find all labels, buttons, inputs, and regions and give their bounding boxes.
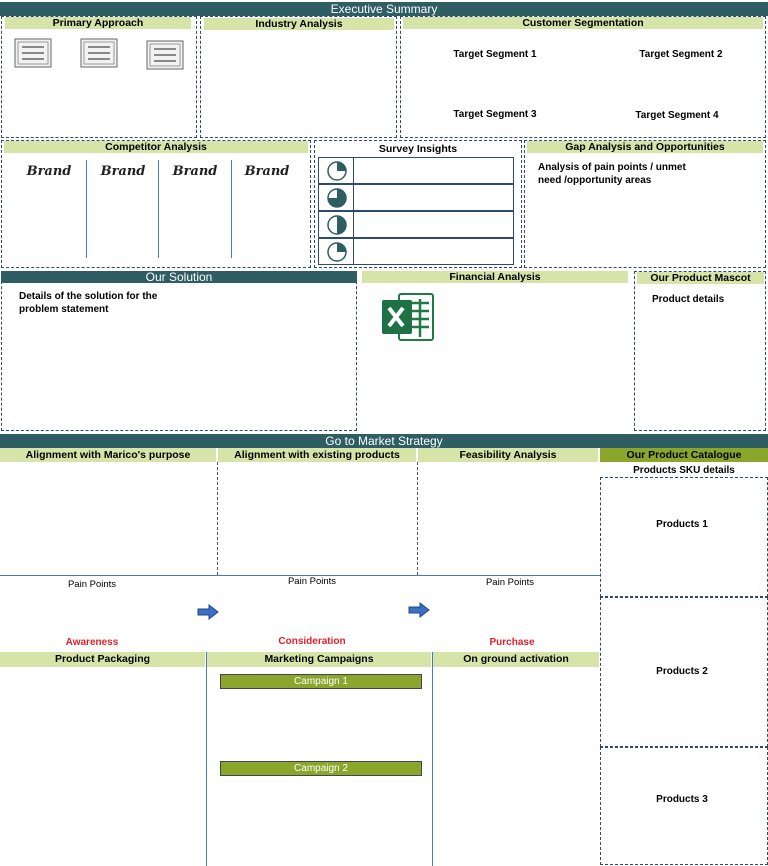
pie-chart-icon <box>319 239 355 266</box>
gap-analysis-title: Gap Analysis and Opportunities <box>565 141 725 153</box>
customer-segmentation-header <box>403 17 763 29</box>
gap-analysis-line-1: Analysis of pain points / unmet <box>538 162 686 173</box>
marketing-campaigns-title: Marketing Campaigns <box>264 653 374 665</box>
approach-icon-1 <box>14 38 52 68</box>
products-sku-details: Products SKU details <box>633 465 735 476</box>
survey-pie-cell <box>318 238 354 265</box>
mascot-details: Product details <box>652 294 725 305</box>
gtm-col-2-title: Alignment with existing products <box>234 449 400 461</box>
financial-analysis-title: Financial Analysis <box>449 271 541 283</box>
campaign-2-bar[interactable]: Campaign 2 <box>220 761 422 776</box>
target-segment-2: Target Segment 2 <box>639 49 723 60</box>
competitor-analysis-panel <box>1 140 311 268</box>
competitor-divider-1 <box>86 160 87 258</box>
primary-approach-title: Primary Approach <box>52 17 144 29</box>
financial-analysis-header <box>362 271 628 283</box>
gtm-col-divider-2 <box>417 462 418 575</box>
gtm-col-divider-1 <box>217 462 218 575</box>
campaign-1-bar[interactable]: Campaign 1 <box>220 674 422 689</box>
packaging-title: Product Packaging <box>54 653 151 665</box>
gtm-col-3-title: Feasibility Analysis <box>459 449 557 461</box>
survey-answer-cell <box>353 184 514 211</box>
our-solution-line-2: problem statement <box>19 304 109 315</box>
industry-analysis-panel <box>200 16 397 138</box>
primary-approach-header <box>5 17 191 29</box>
competitor-divider-3 <box>231 160 232 258</box>
product-1-label: Products 1 <box>656 519 708 530</box>
gap-analysis-text <box>538 161 758 187</box>
on-ground-header <box>433 652 599 667</box>
pie-chart-icon <box>319 185 355 212</box>
bottom-divider-2 <box>432 652 433 866</box>
target-segment-3: Target Segment 3 <box>453 109 537 120</box>
our-solution-header <box>1 271 357 283</box>
approach-icon-2 <box>80 38 118 68</box>
on-ground-title: On ground activation <box>463 653 569 665</box>
gap-analysis-header <box>527 141 763 153</box>
gap-analysis-line-2: need /opportunity areas <box>538 175 652 186</box>
industry-analysis-title: Industry Analysis <box>255 18 343 30</box>
catalogue-header <box>600 448 768 462</box>
marketing-campaigns-header <box>207 652 431 667</box>
survey-pie-cell <box>318 211 354 238</box>
survey-pie-cell <box>318 184 354 211</box>
gtm-col-2-header <box>218 448 416 462</box>
mascot-header <box>637 272 764 284</box>
product-3-label: Products 3 <box>656 794 708 805</box>
pain-points-1: Pain Points <box>67 579 117 590</box>
bottom-divider-1 <box>206 652 207 866</box>
primary-approach-panel <box>1 16 197 138</box>
pain-points-2: Pain Points <box>287 576 337 587</box>
gtm-col-3-header <box>418 448 598 462</box>
product-box-3 <box>600 747 768 865</box>
product-box-1 <box>600 477 768 597</box>
competitor-analysis-header <box>4 141 308 153</box>
survey-answer-cell <box>353 238 514 265</box>
executive-summary-bar <box>0 2 768 16</box>
target-segment-4: Target Segment 4 <box>635 110 719 121</box>
packaging-header <box>0 652 205 667</box>
stage-awareness: Awareness <box>65 637 119 648</box>
pie-chart-icon <box>319 212 355 239</box>
gtm-col-1-title: Alignment with Marico's purpose <box>25 449 191 461</box>
gtm-title: Go to Market Strategy <box>325 434 443 448</box>
survey-answer-cell <box>353 211 514 238</box>
brand-logo-1: Brand <box>26 164 72 179</box>
arrow-right-icon-2 <box>408 602 430 618</box>
industry-analysis-header <box>204 18 394 30</box>
mascot-title: Our Product Mascot <box>650 272 751 284</box>
catalogue-title: Our Product Catalogue <box>626 449 742 461</box>
our-solution-line-1: Details of the solution for the <box>19 291 158 302</box>
customer-segmentation-title: Customer Segmentation <box>522 17 644 29</box>
gtm-col-1-header <box>0 448 216 462</box>
survey-answer-cell <box>353 157 514 184</box>
brand-logo-3: Brand <box>172 164 218 179</box>
excel-icon[interactable] <box>381 291 435 343</box>
competitor-analysis-title: Competitor Analysis <box>105 141 207 153</box>
our-solution-title: Our Solution <box>145 270 213 284</box>
brand-logo-4: Brand <box>244 164 290 179</box>
survey-pie-cell <box>318 157 354 184</box>
stage-consideration: Consideration <box>278 636 346 647</box>
pain-points-3: Pain Points <box>485 577 535 588</box>
pie-chart-icon <box>319 158 355 185</box>
arrow-right-icon-1 <box>197 604 219 620</box>
product-2-label: Products 2 <box>656 666 708 677</box>
brand-logo-2: Brand <box>100 164 146 179</box>
gtm-bar <box>0 434 768 448</box>
executive-summary-title: Executive Summary <box>330 2 438 16</box>
survey-insights-title: Survey Insights <box>378 143 458 155</box>
gap-analysis-panel <box>524 140 766 268</box>
competitor-divider-2 <box>158 160 159 258</box>
stage-purchase: Purchase <box>489 637 535 648</box>
approach-icon-3 <box>146 40 184 70</box>
our-solution-text <box>19 290 319 316</box>
target-segment-1: Target Segment 1 <box>453 49 537 60</box>
